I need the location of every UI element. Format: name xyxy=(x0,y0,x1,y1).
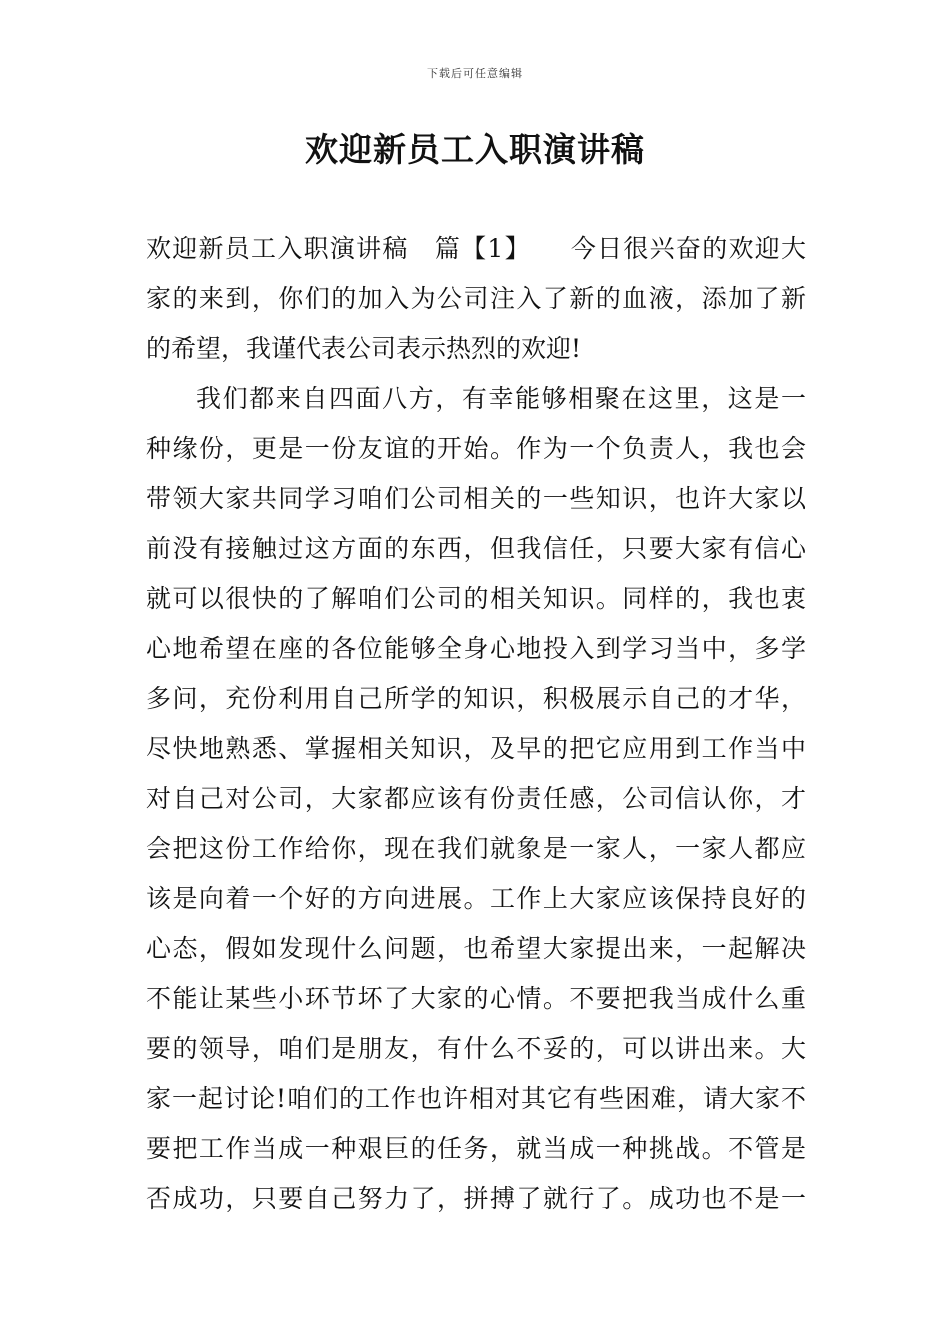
body-line: 心地希望在座的各位能够全身心地投入到学习当中，多学 xyxy=(146,634,806,663)
body-line: 欢迎新员工入职演讲稿 篇【1】 今日很兴奋的欢迎大 xyxy=(146,234,806,263)
body-line: 否成功，只要自己努力了，拼搏了就行了。成功也不是一 xyxy=(146,1184,806,1213)
body-line: 会把这份工作给你，现在我们就象是一家人，一家人都应 xyxy=(146,834,806,863)
document-body xyxy=(146,224,806,1224)
body-line: 心态，假如发现什么问题，也希望大家提出来，一起解决 xyxy=(146,934,806,963)
body-line: 前没有接触过这方面的东西，但我信任，只要大家有信心 xyxy=(146,534,806,563)
body-line: 的希望，我谨代表公司表示热烈的欢迎! xyxy=(146,334,582,363)
body-line: 种缘份，更是一份友谊的开始。作为一个负责人，我也会 xyxy=(146,434,806,463)
body-line: 该是向着一个好的方向进展。工作上大家应该保持良好的 xyxy=(146,884,806,913)
body-line: 家的来到，你们的加入为公司注入了新的血液，添加了新 xyxy=(146,284,806,313)
body-line: 多问，充份利用自己所学的知识，积极展示自己的才华， xyxy=(146,684,806,713)
document-title: 欢迎新员工入职演讲稿 xyxy=(305,130,645,169)
body-line: 我们都来自四面八方，有幸能够相聚在这里，这是一 xyxy=(196,384,806,413)
body-line: 要把工作当成一种艰巨的任务，就当成一种挑战。不管是 xyxy=(146,1134,806,1163)
body-line: 要的领导，咱们是朋友，有什么不妥的，可以讲出来。大 xyxy=(146,1034,806,1063)
body-line: 就可以很快的了解咱们公司的相关知识。同样的，我也衷 xyxy=(146,584,806,613)
header-note: 下载后可任意编辑 xyxy=(427,67,523,80)
body-line: 带领大家共同学习咱们公司相关的一些知识，也许大家以 xyxy=(146,484,806,513)
body-line: 尽快地熟悉、掌握相关知识，及早的把它应用到工作当中 xyxy=(146,734,806,763)
body-line: 家一起讨论!咱们的工作也许相对其它有些困难，请大家不 xyxy=(146,1084,806,1113)
body-line: 对自己对公司，大家都应该有份责任感，公司信认你，才 xyxy=(146,784,806,813)
body-line: 不能让某些小环节坏了大家的心情。不要把我当成什么重 xyxy=(146,984,806,1013)
